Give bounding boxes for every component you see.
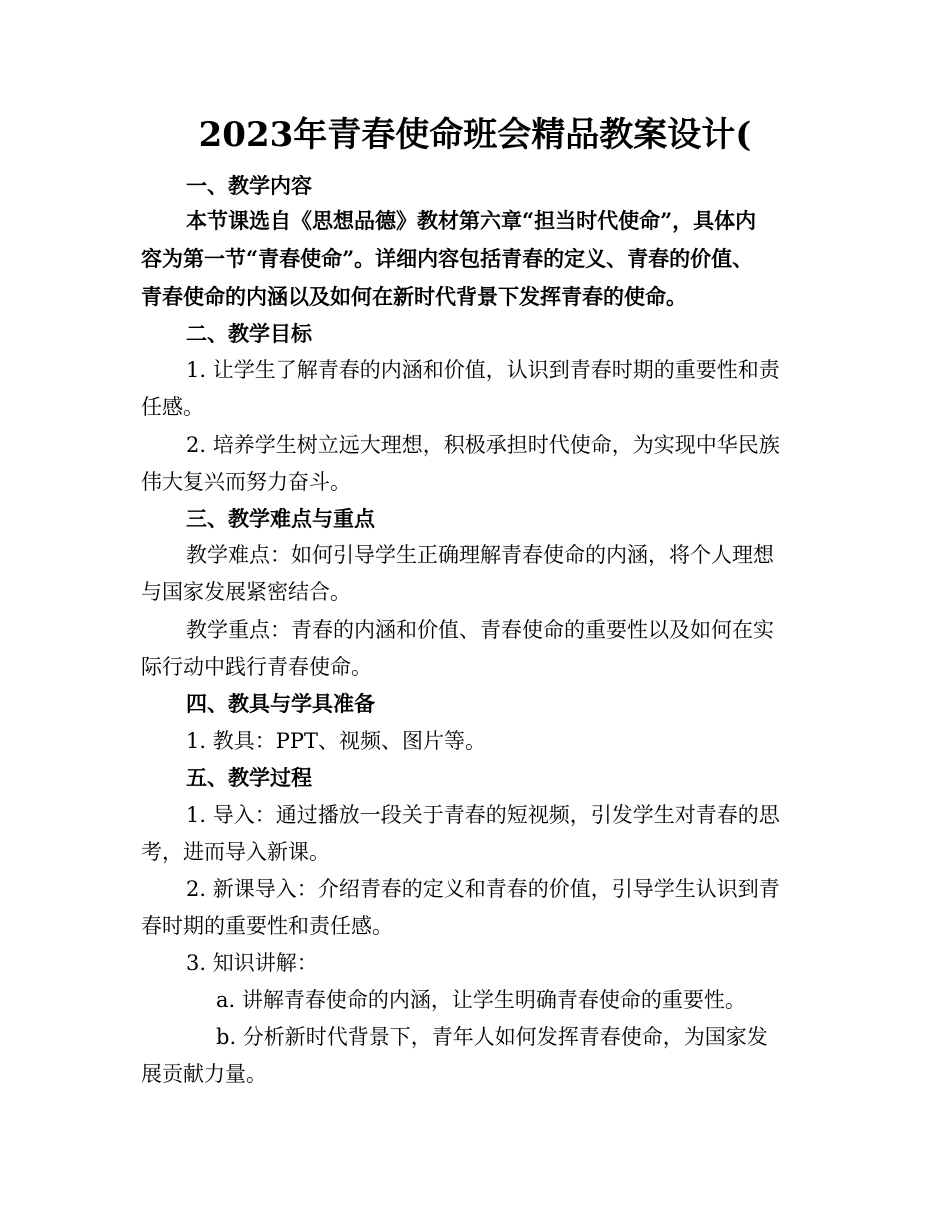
paragraph-line: 展贡献力量。 xyxy=(141,1062,267,1086)
paragraph-line: 教学难点：如何引导学生正确理解青春使命的内涵，将个人理想 xyxy=(186,543,774,567)
paragraph-line: 1. 教具：PPT、视频、图片等。 xyxy=(186,729,486,753)
section-heading-teaching-content: 一、教学内容 xyxy=(186,173,312,198)
paragraph-line: 春时期的重要性和责任感。 xyxy=(141,914,393,938)
section-heading-teaching-process: 五、教学过程 xyxy=(186,765,312,790)
paragraph-line: 1. 导入：通过播放一段关于青春的短视频，引发学生对青春的思 xyxy=(186,803,780,827)
paragraph-line: a. 讲解青春使命的内涵，让学生明确青春使命的重要性。 xyxy=(216,988,746,1012)
section-heading-difficulties: 三、教学难点与重点 xyxy=(186,506,375,531)
paragraph-line: 2. 新课导入：介绍青春的定义和青春的价值，引导学生认识到青 xyxy=(186,877,780,901)
paragraph-line: 1. 让学生了解青春的内涵和价值，认识到青春时期的重要性和责 xyxy=(186,358,780,382)
paragraph-line: 容为第一节“青春使命”。详细内容包括青春的定义、青春的价值、 xyxy=(141,246,754,271)
paragraph-line: 本节课选自《思想品德》教材第六章“担当时代使命”，具体内 xyxy=(186,208,757,233)
paragraph-line: 伟大复兴而努力奋斗。 xyxy=(141,470,351,494)
paragraph-line: b. 分析新时代背景下，青年人如何发挥青春使命，为国家发 xyxy=(216,1025,768,1049)
paragraph-line: 3. 知识讲解： xyxy=(186,951,318,975)
paragraph-line: 教学重点：青春的内涵和价值、青春使命的重要性以及如何在实 xyxy=(186,618,774,642)
paragraph-line: 任感。 xyxy=(141,395,204,419)
section-heading-materials: 四、教具与学具准备 xyxy=(186,691,375,716)
document-title: 2023年青春使命班会精品教案设计( xyxy=(198,115,752,155)
paragraph-line: 考，进而导入新课。 xyxy=(141,840,330,864)
paragraph-line: 青春使命的内涵以及如何在新时代背景下发挥青春的使命。 xyxy=(141,284,687,309)
section-heading-teaching-objectives: 二、教学目标 xyxy=(186,321,312,346)
paragraph-line: 与国家发展紧密结合。 xyxy=(141,580,351,604)
paragraph-line: 际行动中践行青春使命。 xyxy=(141,655,372,679)
paragraph-line: 2. 培养学生树立远大理想，积极承担时代使命，为实现中华民族 xyxy=(186,433,780,457)
